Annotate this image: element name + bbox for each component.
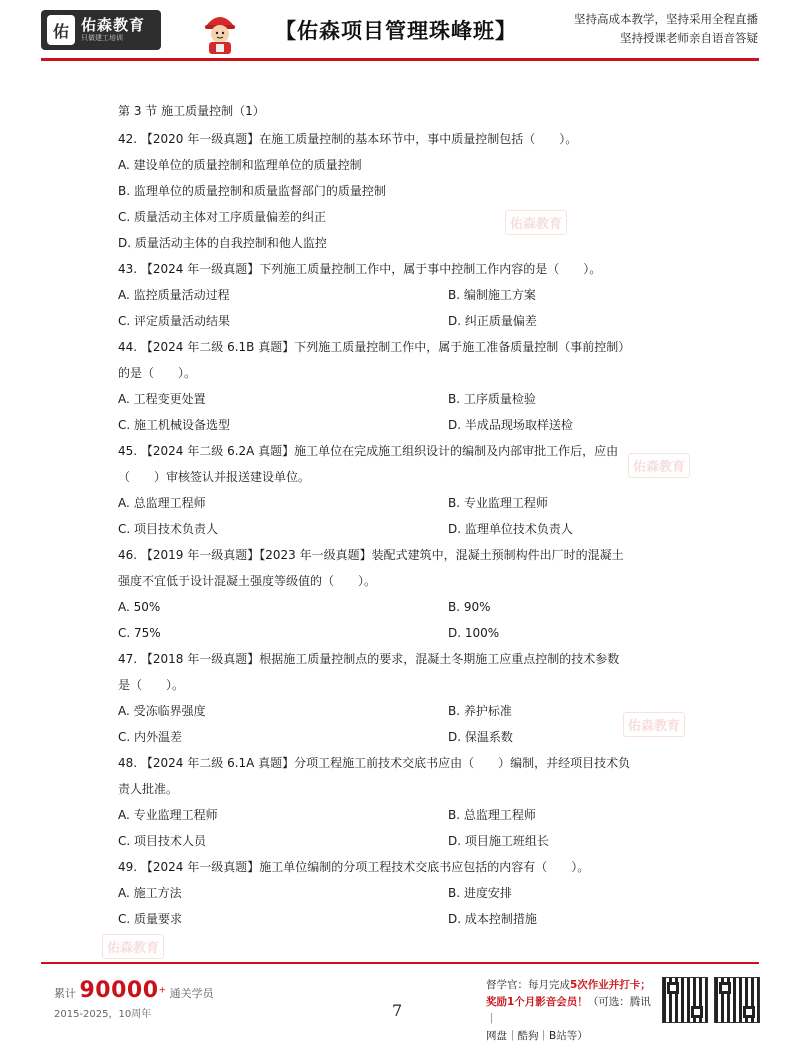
- question-stem: 42. 【2020 年一级真题】在施工质量控制的基本环节中，事中质量控制包括（ ）。: [118, 132, 578, 146]
- answer-option: C. 评定质量活动结果: [118, 314, 231, 328]
- footer-divider: [41, 962, 759, 964]
- stats-suffix: 通关学员: [169, 987, 214, 1000]
- watermark: 佑森教育: [623, 712, 685, 737]
- answer-option: A. 施工方法: [118, 886, 182, 900]
- question-block: [118, 542, 708, 646]
- promo-text: （可选：腾讯｜: [486, 996, 651, 1025]
- answer-option: A. 受冻临界强度: [118, 704, 206, 718]
- question-block: [118, 854, 708, 932]
- header-slogans: [574, 10, 758, 48]
- answer-option: D. 半成品现场取样送检: [448, 418, 573, 432]
- promo-highlight: 奖励1个月影音会员！: [486, 996, 588, 1008]
- option-row: [118, 594, 708, 620]
- answer-option: A. 建设单位的质量控制和监理单位的质量控制: [118, 158, 362, 172]
- question-block: [118, 256, 708, 334]
- answer-option: B. 进度安排: [448, 886, 512, 900]
- answer-option: A. 50%: [118, 600, 161, 614]
- stats-plus: +: [158, 985, 167, 996]
- answer-option: D. 保温系数: [448, 730, 513, 744]
- brand-logo: [41, 10, 161, 50]
- section-title: 第 3 节 施工质量控制（1）: [118, 104, 265, 118]
- answer-option: D. 监理单位技术负责人: [448, 522, 573, 536]
- slogan-line: 坚持授课老师亲自语音答疑: [620, 31, 758, 45]
- answer-option: C. 施工机械设备选型: [118, 418, 231, 432]
- option-row: [118, 412, 708, 438]
- question-block: [118, 334, 708, 438]
- option-row: [118, 724, 708, 750]
- option-row: [118, 698, 708, 724]
- option-row: [118, 828, 708, 854]
- question-stem: 是（ ）。: [118, 678, 185, 692]
- answer-option: B. 90%: [448, 600, 491, 614]
- answer-option: C. 项目技术人员: [118, 834, 207, 848]
- watermark: 佑森教育: [102, 934, 164, 959]
- answer-option: D. 项目施工班组长: [448, 834, 549, 848]
- question-stem: （ ）审核签认并报送建设单位。: [118, 470, 311, 484]
- answer-option: B. 工序质量检验: [448, 392, 536, 406]
- answer-option: C. 质量要求: [118, 912, 183, 926]
- answer-option: C. 质量活动主体对工序质量偏差的纠正: [118, 210, 327, 224]
- answer-option: A. 监控质量活动过程: [118, 288, 230, 302]
- option-row: [118, 490, 708, 516]
- option-row: [118, 620, 708, 646]
- answer-option: A. 总监理工程师: [118, 496, 206, 510]
- question-stem: 49. 【2024 年一级真题】施工单位编制的分项工程技术交底书应包括的内容有（ ）。: [118, 860, 590, 874]
- logo-name: 佑森教育: [81, 16, 146, 34]
- answer-option: D. 成本控制措施: [448, 912, 537, 926]
- question-block: [118, 126, 708, 256]
- answer-option: A. 专业监理工程师: [118, 808, 218, 822]
- promo-text: 督学官：每月完成: [486, 979, 570, 991]
- answer-option: D. 100%: [448, 626, 500, 640]
- footer-stats: [54, 978, 214, 1020]
- question-stem: 44. 【2024 年二级 6.1B 真题】下列施工质量控制工作中，属于施工准备质量控制（事前控制）: [118, 340, 631, 354]
- question-stem: 47. 【2018 年一级真题】根据施工质量控制点的要求，混凝土冬期施工应重点控制的技术参数: [118, 652, 620, 666]
- answer-option: C. 项目技术负责人: [118, 522, 219, 536]
- slogan-line: 坚持高成本教学，坚持采用全程直播: [574, 12, 758, 26]
- answer-option: C. 75%: [118, 626, 161, 640]
- option-row: [118, 906, 708, 932]
- option-row: [118, 386, 708, 412]
- promo-highlight: 5次作业并打卡；: [570, 979, 651, 991]
- answer-option: C. 内外温差: [118, 730, 183, 744]
- stats-number: 90000: [79, 978, 159, 1003]
- banner-title: 【佑森项目管理珠峰班】: [275, 19, 517, 43]
- stats-years: 2015-2025，10周年: [54, 1009, 152, 1020]
- answer-option: B. 专业监理工程师: [448, 496, 548, 510]
- question-block: [118, 646, 708, 750]
- header-divider: [41, 58, 759, 61]
- question-block: [118, 750, 708, 854]
- option-row: [118, 880, 708, 906]
- option-row: [118, 282, 708, 308]
- page-number: 7: [392, 1001, 403, 1020]
- question-stem: 46. 【2019 年一级真题】【2023 年一级真题】装配式建筑中，混凝土预制构件出厂时的混凝土: [118, 548, 624, 562]
- watermark: 佑森教育: [628, 453, 690, 478]
- promo-text: 网盘｜酷狗｜B站等）: [486, 1030, 588, 1042]
- qr-code-icon: [662, 977, 708, 1023]
- answer-option: B. 监理单位的质量控制和质量监督部门的质量控制: [118, 184, 386, 198]
- question-stem: 45. 【2024 年二级 6.2A 真题】施工单位在完成施工组织设计的编制及内部审批工作后，应由: [118, 444, 619, 458]
- answer-option: B. 编制施工方案: [448, 288, 536, 302]
- question-stem: 责人批准。: [118, 782, 179, 796]
- mascot-icon: [197, 6, 243, 54]
- question-stem: 强度不宜低于设计混凝土强度等级值的（ ）。: [118, 574, 377, 588]
- stats-prefix: 累计: [54, 987, 76, 1000]
- qr-code-icon: [714, 977, 760, 1023]
- question-block: [118, 438, 708, 542]
- option-row: [118, 802, 708, 828]
- answer-option: A. 工程变更处置: [118, 392, 206, 406]
- watermark: 佑森教育: [505, 210, 567, 235]
- question-list: [118, 98, 708, 932]
- logo-mark-icon: 佑: [47, 15, 75, 45]
- answer-option: D. 纠正质量偏差: [448, 314, 537, 328]
- logo-tagline: 只做建工培训: [81, 34, 123, 42]
- question-stem: 48. 【2024 年二级 6.1A 真题】分项工程施工前技术交底书应由（ ）编制，并经项目技术负: [118, 756, 631, 770]
- answer-option: B. 养护标准: [448, 704, 512, 718]
- question-stem: 的是（ ）。: [118, 366, 197, 380]
- option-row: [118, 308, 708, 334]
- question-stem: 43. 【2024 年一级真题】下列施工质量控制工作中，属于事中控制工作内容的是（ ）。: [118, 262, 602, 276]
- answer-option: B. 总监理工程师: [448, 808, 536, 822]
- answer-option: D. 质量活动主体的自我控制和他人监控: [118, 236, 327, 250]
- option-row: [118, 516, 708, 542]
